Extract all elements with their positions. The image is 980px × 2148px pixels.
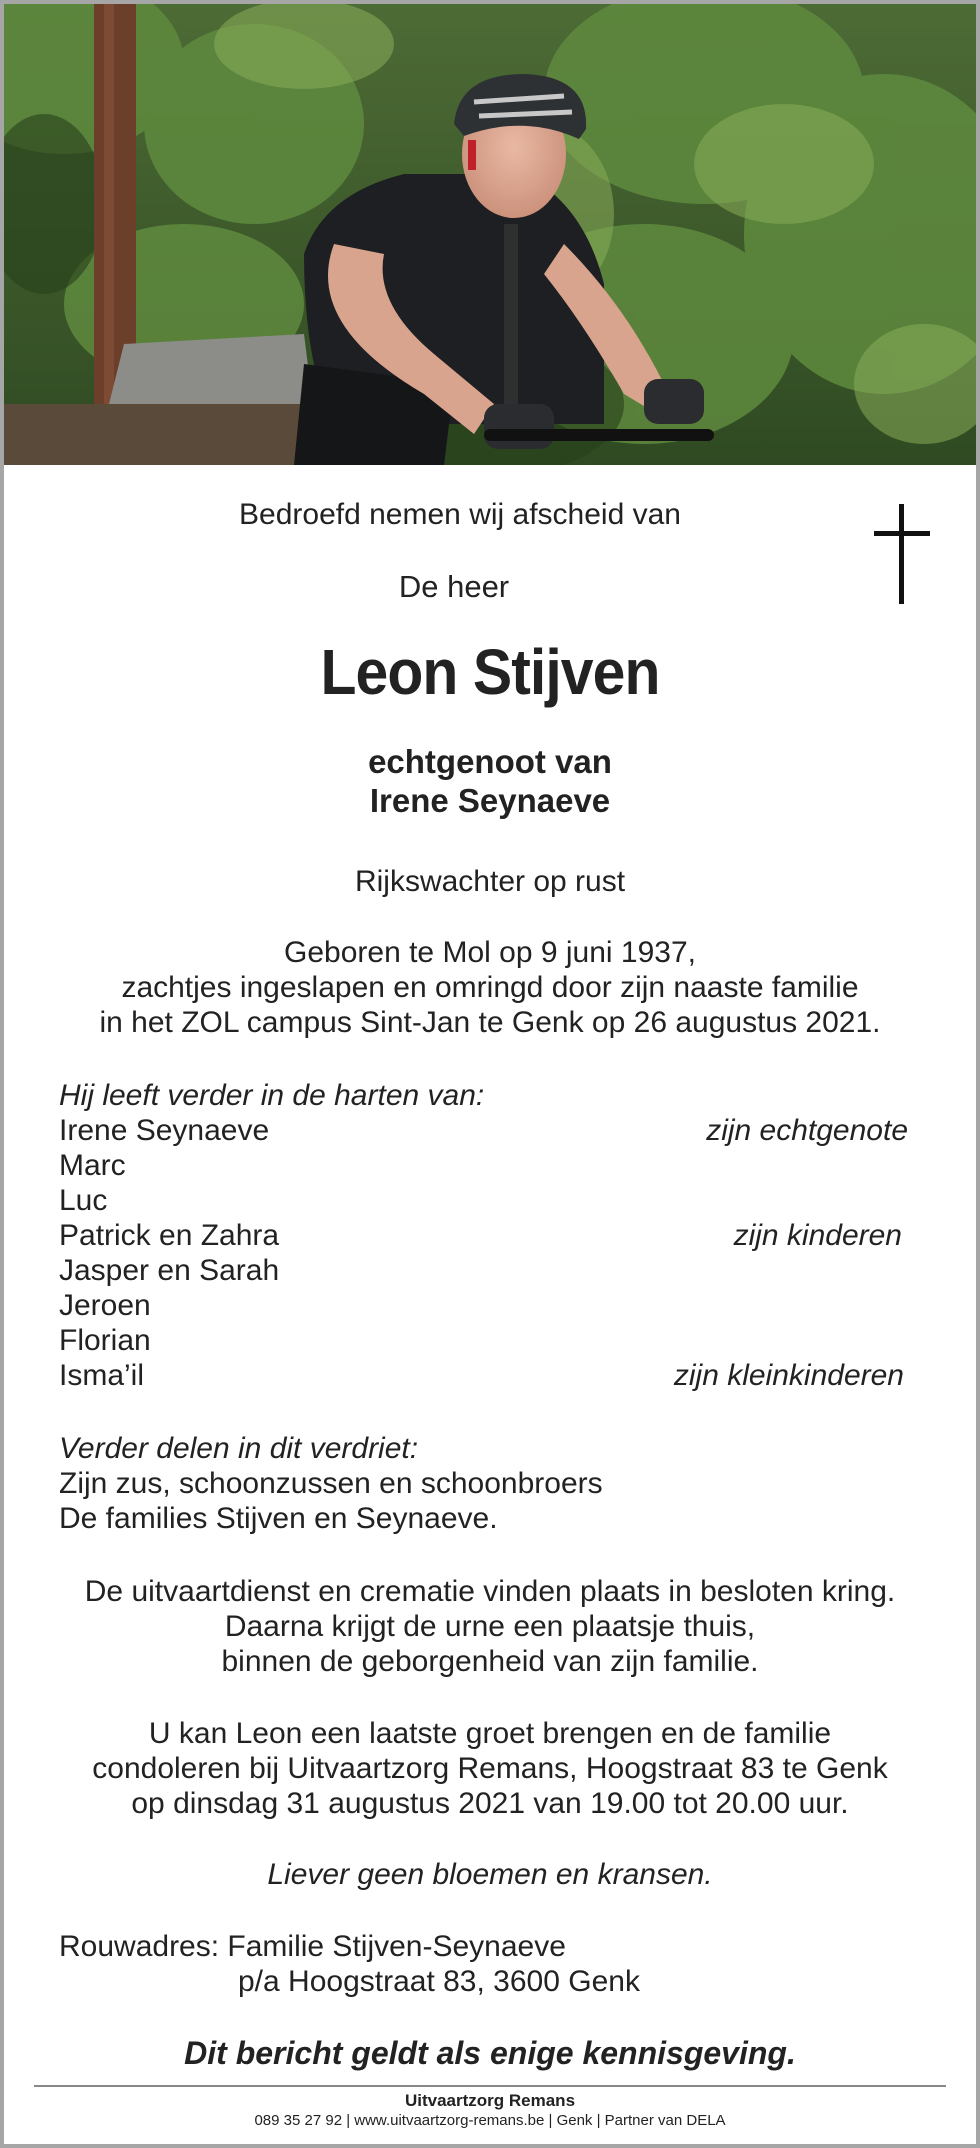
survivor-name: Jeroen [59, 1289, 151, 1322]
survivor-name: Irene Seynaeve [59, 1114, 270, 1147]
visit-line-1: U kan Leon een laatste groet brengen en de familie [148, 1717, 832, 1750]
survivor-name: Luc [59, 1184, 108, 1217]
address-line-1: Rouwadres: Familie Stijven-Seynaeve [59, 1930, 566, 1963]
spouse-line-1: echtgenoot van [368, 743, 612, 780]
survivor-name: Patrick en Zahra [59, 1219, 280, 1252]
survivors-intro: Hij leeft verder in de harten van: [59, 1079, 485, 1112]
birth-line-3: in het ZOL campus Sint-Jan te Genk op 26 augustus 2021. [99, 1006, 881, 1039]
deceased-name: Leon Stijven [320, 636, 660, 708]
salutation: De heer [398, 569, 510, 604]
survivor-name: Marc [59, 1149, 126, 1182]
others-line-1: Zijn zus, schoonzussen en schoonbroers [59, 1467, 603, 1500]
address-line-2: p/a Hoogstraat 83, 3600 Genk [238, 1965, 640, 1998]
flowers-note: Liever geen bloemen en kransen. [267, 1858, 713, 1891]
birth-line-2: zachtjes ingeslapen en omringd door zijn naaste familie [121, 971, 859, 1004]
heading: Bedroefd nemen wij afscheid van [239, 498, 681, 531]
footer-info: 089 35 27 92 | www.uitvaartzorg-remans.be | Genk | Partner van DELA [254, 2112, 726, 2129]
notice: Dit bericht geldt als enige kennisgeving. [184, 2035, 796, 2071]
footer-company: Uitvaartzorg Remans [404, 2091, 576, 2110]
visit-line-2: condoleren bij Uitvaartzorg Remans, Hoogstraat 83 te Genk [92, 1752, 888, 1785]
survivor-name: Jasper en Sarah [59, 1254, 280, 1287]
birth-line-1: Geboren te Mol op 9 juni 1937, [284, 936, 696, 969]
survivor-name: Florian [59, 1324, 151, 1357]
role-grandchildren: zijn kleinkinderen [673, 1359, 904, 1392]
footer-divider [34, 2085, 946, 2087]
visit-line-3: op dinsdag 31 augustus 2021 van 19.00 tot 20.00 uur. [131, 1787, 849, 1820]
service-line-2: Daarna krijgt de urne een plaatsje thuis, [224, 1610, 756, 1643]
role-spouse: zijn echtgenote [706, 1114, 908, 1147]
role-children: zijn kinderen [733, 1219, 902, 1252]
service-line-3: binnen de geborgenheid van zijn familie. [221, 1645, 759, 1678]
others-intro: Verder delen in dit verdriet: [59, 1432, 419, 1465]
occupation: Rijkswachter op rust [354, 865, 626, 898]
service-line-1: De uitvaartdienst en crematie vinden plaats in besloten kring. [84, 1575, 896, 1608]
portrait-photo [4, 4, 976, 465]
others-line-2: De families Stijven en Seynaeve. [59, 1502, 498, 1535]
spouse-line-2: Irene Seynaeve [369, 782, 611, 819]
survivor-name: Isma’il [59, 1359, 145, 1392]
